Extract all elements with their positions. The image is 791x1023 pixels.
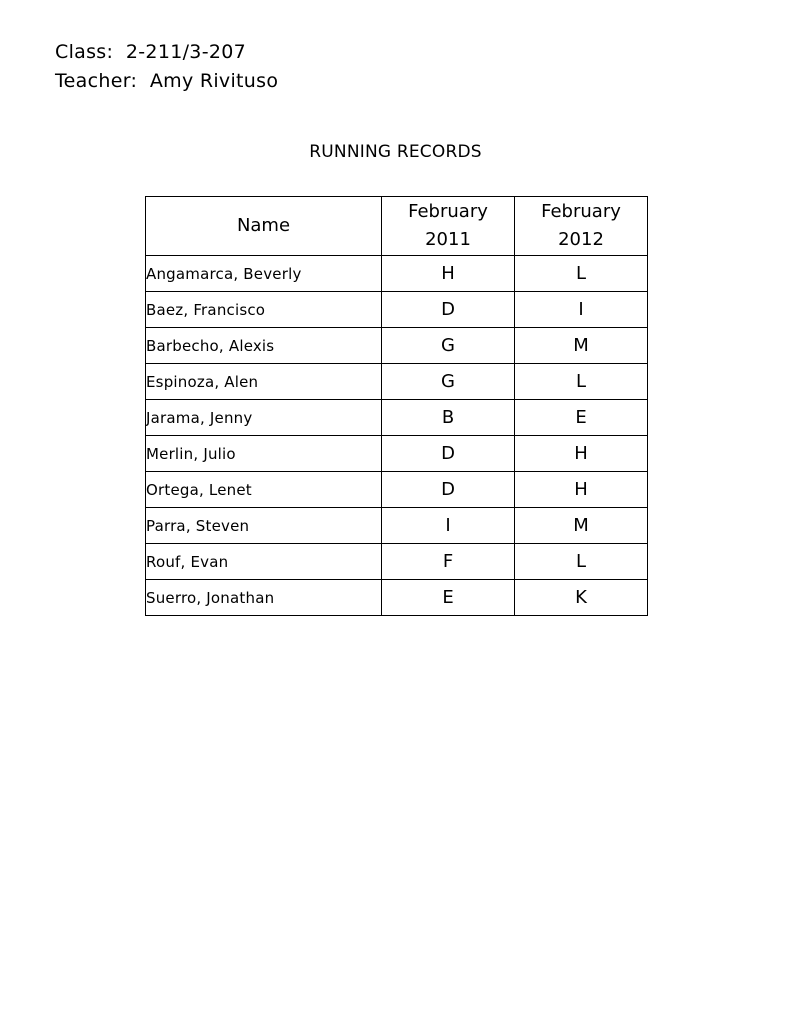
level-feb-2011: D (382, 436, 515, 472)
page-title: RUNNING RECORDS (309, 142, 482, 162)
table-row (146, 580, 648, 616)
teacher-value: Amy Rivituso (149, 70, 279, 92)
level-feb-2011: E (382, 580, 515, 616)
class-label: Class: (55, 41, 114, 63)
level-feb-2011: H (382, 256, 515, 292)
table-row (146, 400, 648, 436)
level-feb-2011: B (382, 400, 515, 436)
table-row (146, 256, 648, 292)
student-name: Ortega, Lenet (146, 472, 382, 508)
level-feb-2012: M (515, 328, 648, 364)
column-header-feb-2012 (515, 197, 648, 256)
table-row (146, 544, 648, 580)
table-row (146, 292, 648, 328)
student-name: Espinoza, Alen (146, 364, 382, 400)
level-feb-2011: D (382, 292, 515, 328)
student-name: Angamarca, Beverly (146, 256, 382, 292)
table-row (146, 364, 648, 400)
level-feb-2012: L (515, 544, 648, 580)
level-feb-2012: M (515, 508, 648, 544)
level-feb-2012: L (515, 364, 648, 400)
level-feb-2012: H (515, 472, 648, 508)
level-feb-2011: D (382, 472, 515, 508)
class-value: 2-211/3-207 (125, 41, 247, 63)
level-feb-2011: G (382, 364, 515, 400)
student-name: Suerro, Jonathan (146, 580, 382, 616)
table-header-row (146, 197, 648, 256)
column-header-feb-2011 (382, 197, 515, 256)
level-feb-2012: L (515, 256, 648, 292)
teacher-label: Teacher: (55, 70, 138, 92)
column-header-year: 2011 (425, 229, 471, 250)
column-header-month: February (541, 201, 621, 222)
student-name: Jarama, Jenny (146, 400, 382, 436)
level-feb-2012: K (515, 580, 648, 616)
column-header-name: Name (146, 197, 382, 256)
column-header-year: 2012 (558, 229, 604, 250)
table-row (146, 328, 648, 364)
table-row (146, 508, 648, 544)
student-name: Baez, Francisco (146, 292, 382, 328)
student-name: Rouf, Evan (146, 544, 382, 580)
level-feb-2012: E (515, 400, 648, 436)
table-row (146, 436, 648, 472)
level-feb-2011: G (382, 328, 515, 364)
table-row (146, 472, 648, 508)
student-name: Parra, Steven (146, 508, 382, 544)
running-records-table (145, 196, 648, 616)
student-name: Barbecho, Alexis (146, 328, 382, 364)
class-line (55, 41, 246, 63)
level-feb-2012: I (515, 292, 648, 328)
teacher-line (55, 70, 278, 92)
level-feb-2011: I (382, 508, 515, 544)
student-name: Merlin, Julio (146, 436, 382, 472)
level-feb-2012: H (515, 436, 648, 472)
column-header-month: February (408, 201, 488, 222)
level-feb-2011: F (382, 544, 515, 580)
